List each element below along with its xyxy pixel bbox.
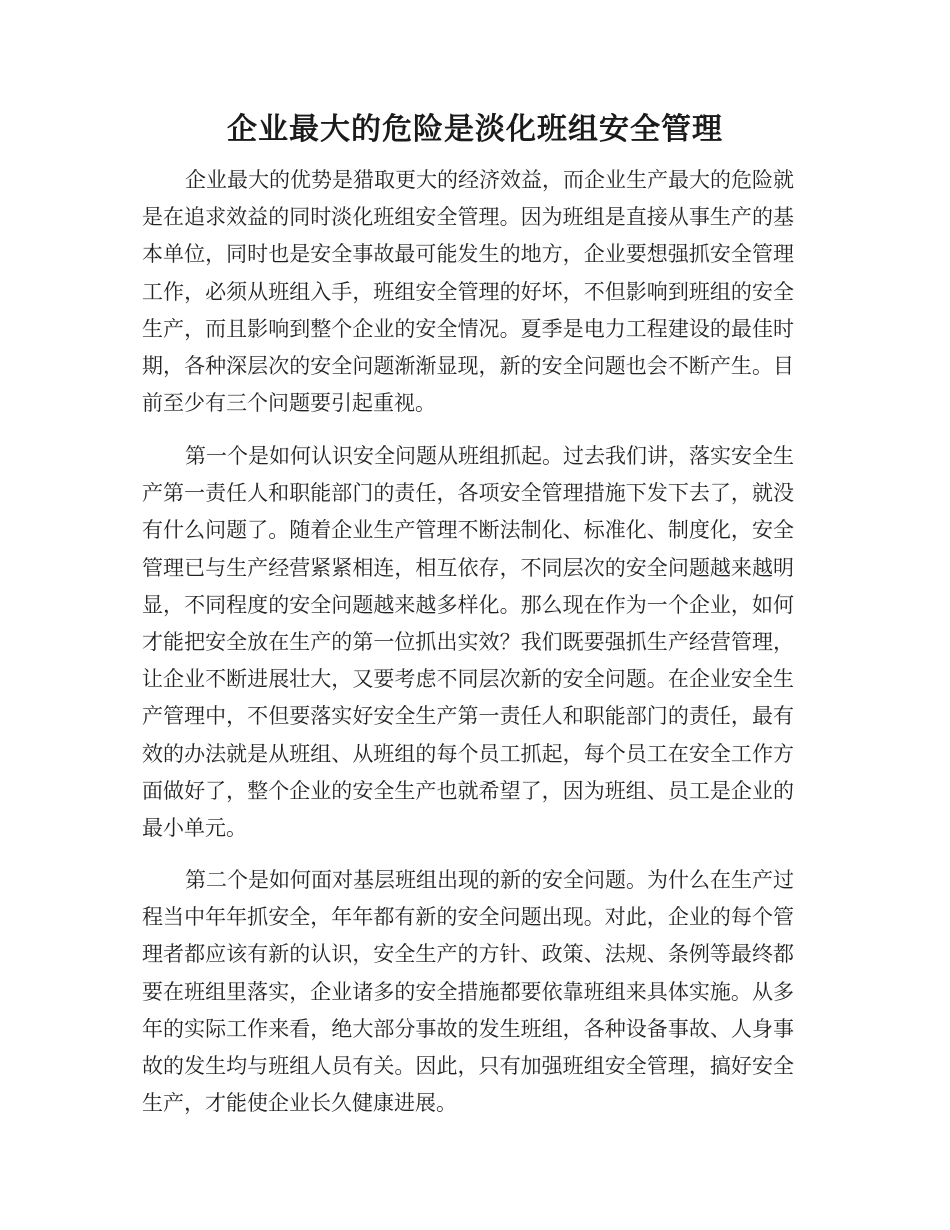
- document-title: 企业最大的危险是淡化班组安全管理: [227, 112, 723, 147]
- paragraph-2: 第一个是如何认识安全问题从班组抓起。过去我们讲，落实安全生产第一责任人和职能部门的责任，各项安全管理措施下发下去了，就没有什么问题了。随着企业生产管理不断法制化、标准化、制度化，安全管理已与生产经营紧紧相连，相互依存，不同层次的安全问题越来越明显，不同程度的安全问题越来越多样化。那么现在作为一个企业，如何才能把安全放在生产的第一位抓出实效？我们既要强抓生产经营管理，让企业不断进展壮大，又要考虑不同层次新的安全问题。在企业安全生产管理中，不但要落实好安全生产第一责任人和职能部门的责任，最有效的办法就是从班组、从班组的每个员工抓起，每个员工在安全工作方面做好了，整个企业的安全生产也就希望了，因为班组、员工是企业的最小单元。: [142, 444, 794, 841]
- paragraph-3: 第二个是如何面对基层班组出现的新的安全问题。为什么在生产过程当中年年抓安全，年年都有新的安全问题出现。对此，企业的每个管理者都应该有新的认识，安全生产的方针、政策、法规、条例等最终都要在班组里落实，企业诸多的安全措施都要依靠班组来具体实施。从多年的实际工作来看，绝大部分事故的发生班组，各种设备事故、人身事故的发生均与班组人员有关。因此，只有加强班组安全管理，搞好安全生产，才能使企业长久健康进展。: [142, 868, 794, 1116]
- paragraph-1: 企业最大的优势是猎取更大的经济效益，而企业生产最大的危险就是在追求效益的同时淡化班组安全管理。因为班组是直接从事生产的基本单位，同时也是安全事故最可能发生的地方，企业要想强抓安全管理工作，必须从班组入手，班组安全管理的好坏，不但影响到班组的安全生产，而且影响到整个企业的安全情况。夏季是电力工程建设的最佳时期，各种深层次的安全问题渐渐显现，新的安全问题也会不断产生。目前至少有三个问题要引起重视。: [142, 168, 794, 416]
